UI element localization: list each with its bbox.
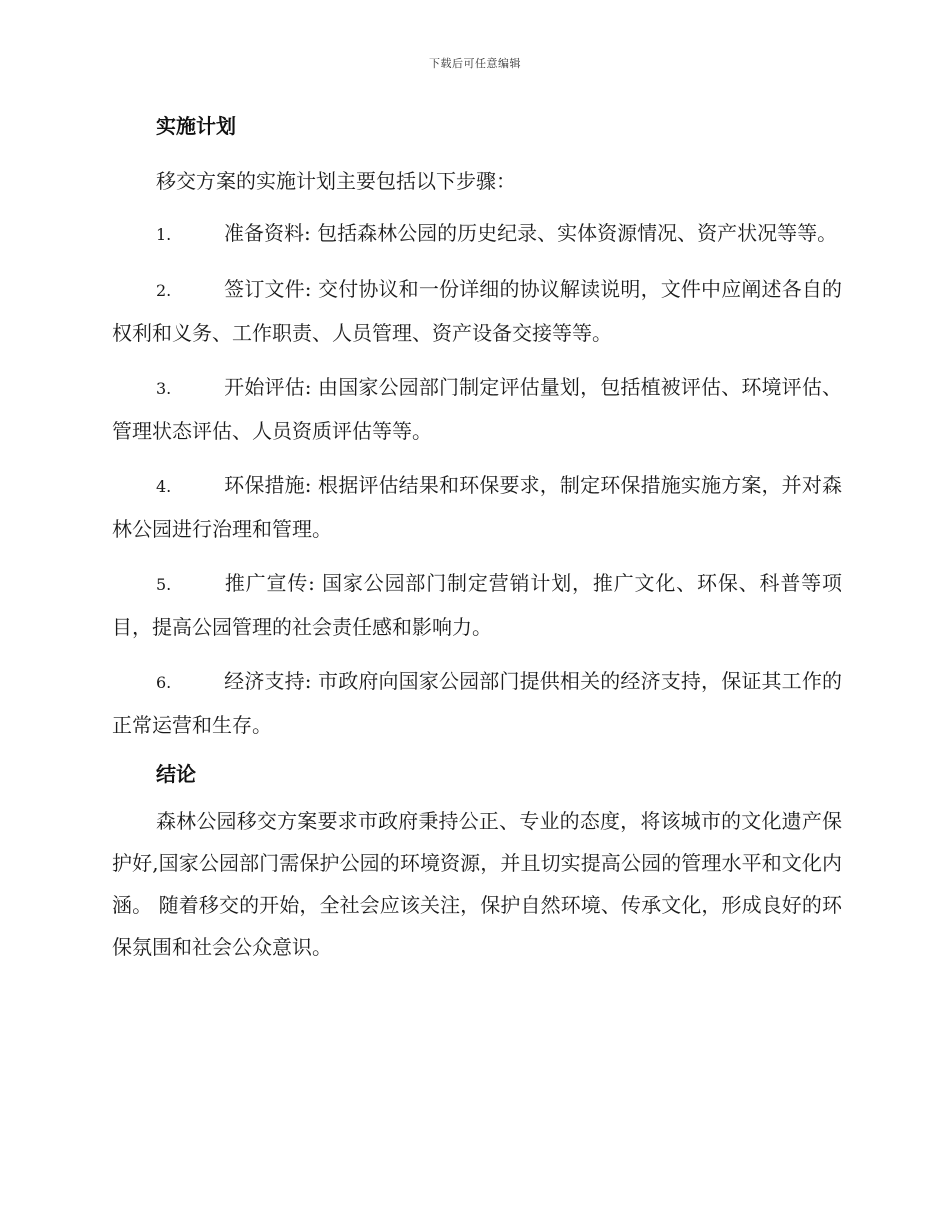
list-item-number: 3. — [156, 379, 172, 398]
list-item-number: 2. — [156, 281, 172, 300]
list-item-number: 4. — [156, 477, 172, 496]
list-item — [112, 268, 842, 354]
list-item — [112, 366, 842, 452]
list-item-text: 环保措施: 根据评估结果和环保要求，制定环保措施实施方案，并对森林公园进行治理和管理。 — [112, 473, 842, 541]
list-item-number: 1. — [156, 225, 172, 244]
list-item — [112, 464, 842, 550]
header-note: 下载后可任意编辑 — [429, 57, 521, 70]
list-item-number: 6. — [156, 673, 172, 692]
step-list — [112, 212, 842, 746]
list-item-text: 推广宣传: 国家公园部门制定营销计划，推广文化、环保、科普等项目，提高公园管理的社会责任感和影响力。 — [112, 571, 842, 639]
list-item-number: 5. — [156, 575, 172, 594]
list-item — [112, 562, 842, 648]
section-title-conclusion: 结论 — [156, 762, 196, 786]
section-title-plan: 实施计划 — [156, 114, 236, 138]
list-item — [112, 212, 842, 256]
list-item — [112, 660, 842, 746]
list-item-text: 准备资料: 包括森林公园的历史纪录、实体资源情况、资产状况等等。 — [224, 221, 838, 245]
section-intro: 移交方案的实施计划主要包括以下步骤： — [156, 169, 516, 193]
list-item-text: 签订文件: 交付协议和一份详细的协议解读说明，文件中应阐述各自的权利和义务、工作职责、人员管理、资产设备交接等等。 — [112, 277, 842, 345]
list-item-text: 开始评估: 由国家公园部门制定评估量划，包括植被评估、环境评估、管理状态评估、人员资质评估等等。 — [112, 375, 842, 443]
document-body — [112, 110, 842, 968]
conclusion-paragraph: 森林公园移交方案要求市政府秉持公正、专业的态度，将该城市的文化遗产保护好,国家公园部门需保护公园的环境资源，并且切实提高公园的管理水平和文化内涵。 随着移交的开始，全社会应该关注，保护自然环境、传承文化，形成良好的环保氛围和社会公众意识。 — [112, 809, 842, 959]
list-item-text: 经济支持: 市政府向国家公园部门提供相关的经济支持，保证其工作的正常运营和生存。 — [112, 669, 842, 737]
